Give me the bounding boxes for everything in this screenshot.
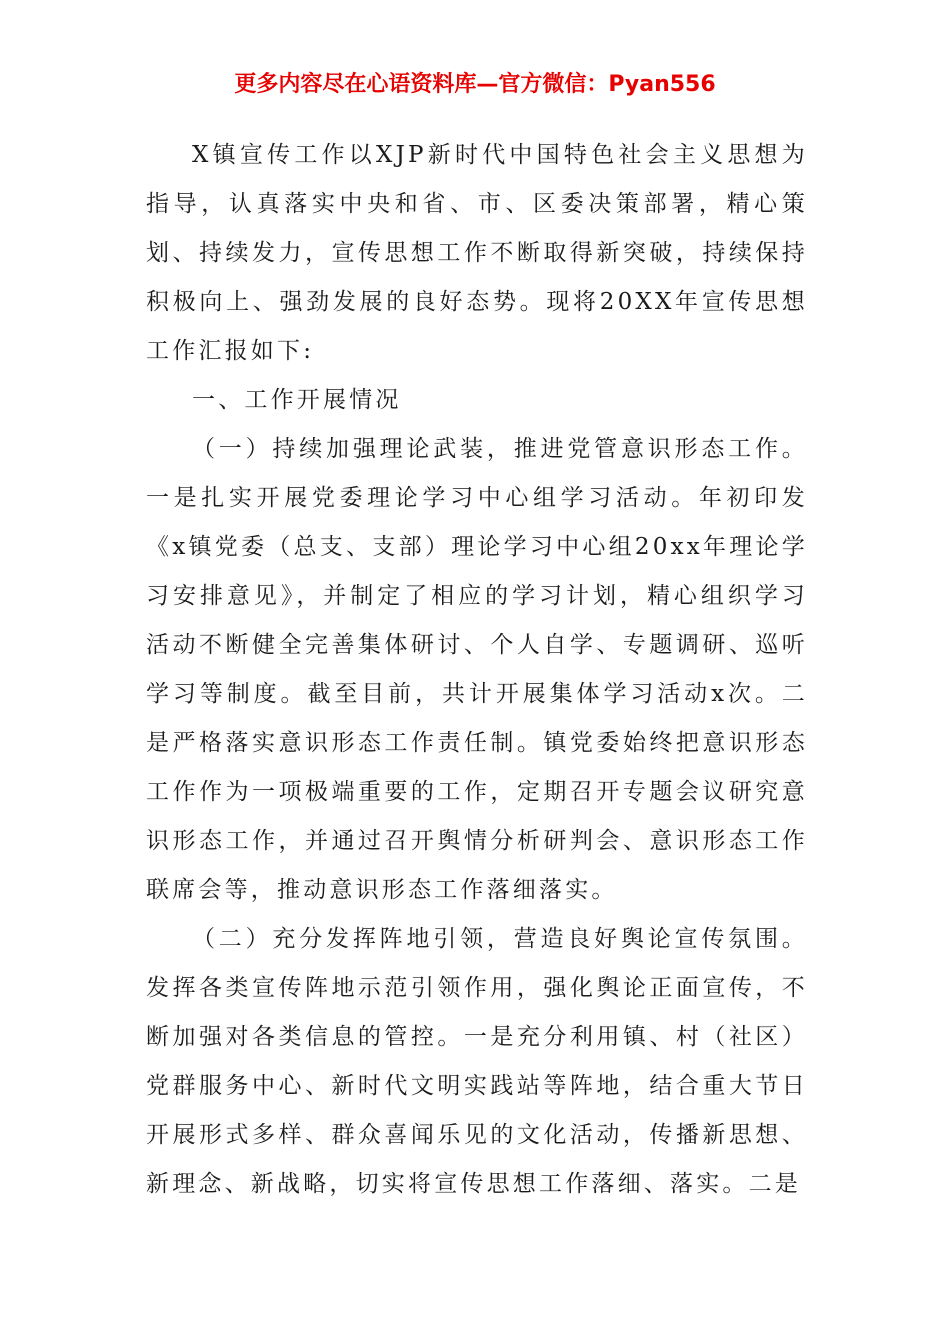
document-body xyxy=(146,131,808,1209)
section-heading-1: 一、工作开展情况 xyxy=(192,387,402,413)
intro-paragraph: X镇宣传工作以XJP新时代中国特色社会主义思想为指导，认真落实中央和省、市、区委决策部署，精心策划、持续发力，宣传思想工作不断取得新突破，持续保持积极向上、强劲发展的良好态势。现将20XX年宣传思想工作汇报如下: xyxy=(146,142,808,364)
header-banner: 更多内容尽在心语资料库—官方微信：Pyan556 xyxy=(234,72,716,97)
subsection-2-paragraph: （二）充分发挥阵地引领，营造良好舆论宣传氛围。发挥各类宣传阵地示范引领作用，强化舆论正面宣传，不断加强对各类信息的管控。一是充分利用镇、村（社区）党群服务中心、新时代文明实践站等阵地，结合重大节日开展形式多样、群众喜闻乐见的文化活动，传播新思想、新理念、新战略，切实将宣传思想工作落细、落实。二是 xyxy=(146,926,808,1197)
subsection-1-paragraph: （一）持续加强理论武装，推进党管意识形态工作。一是扎实开展党委理论学习中心组学习活动。年初印发《x镇党委（总支、支部）理论学习中心组20xx年理论学习安排意见》，并制定了相应的学习计划，精心组织学习活动不断健全完善集体研讨、个人自学、专题调研、巡听学习等制度。截至目前，共计开展集体学习活动x次。二是严格落实意识形态工作责任制。镇党委始终把意识形态工作作为一项极端重要的工作，定期召开专题会议研究意识形态工作，并通过召开舆情分析研判会、意识形态工作联席会等，推动意识形态工作落细落实。 xyxy=(146,436,808,903)
